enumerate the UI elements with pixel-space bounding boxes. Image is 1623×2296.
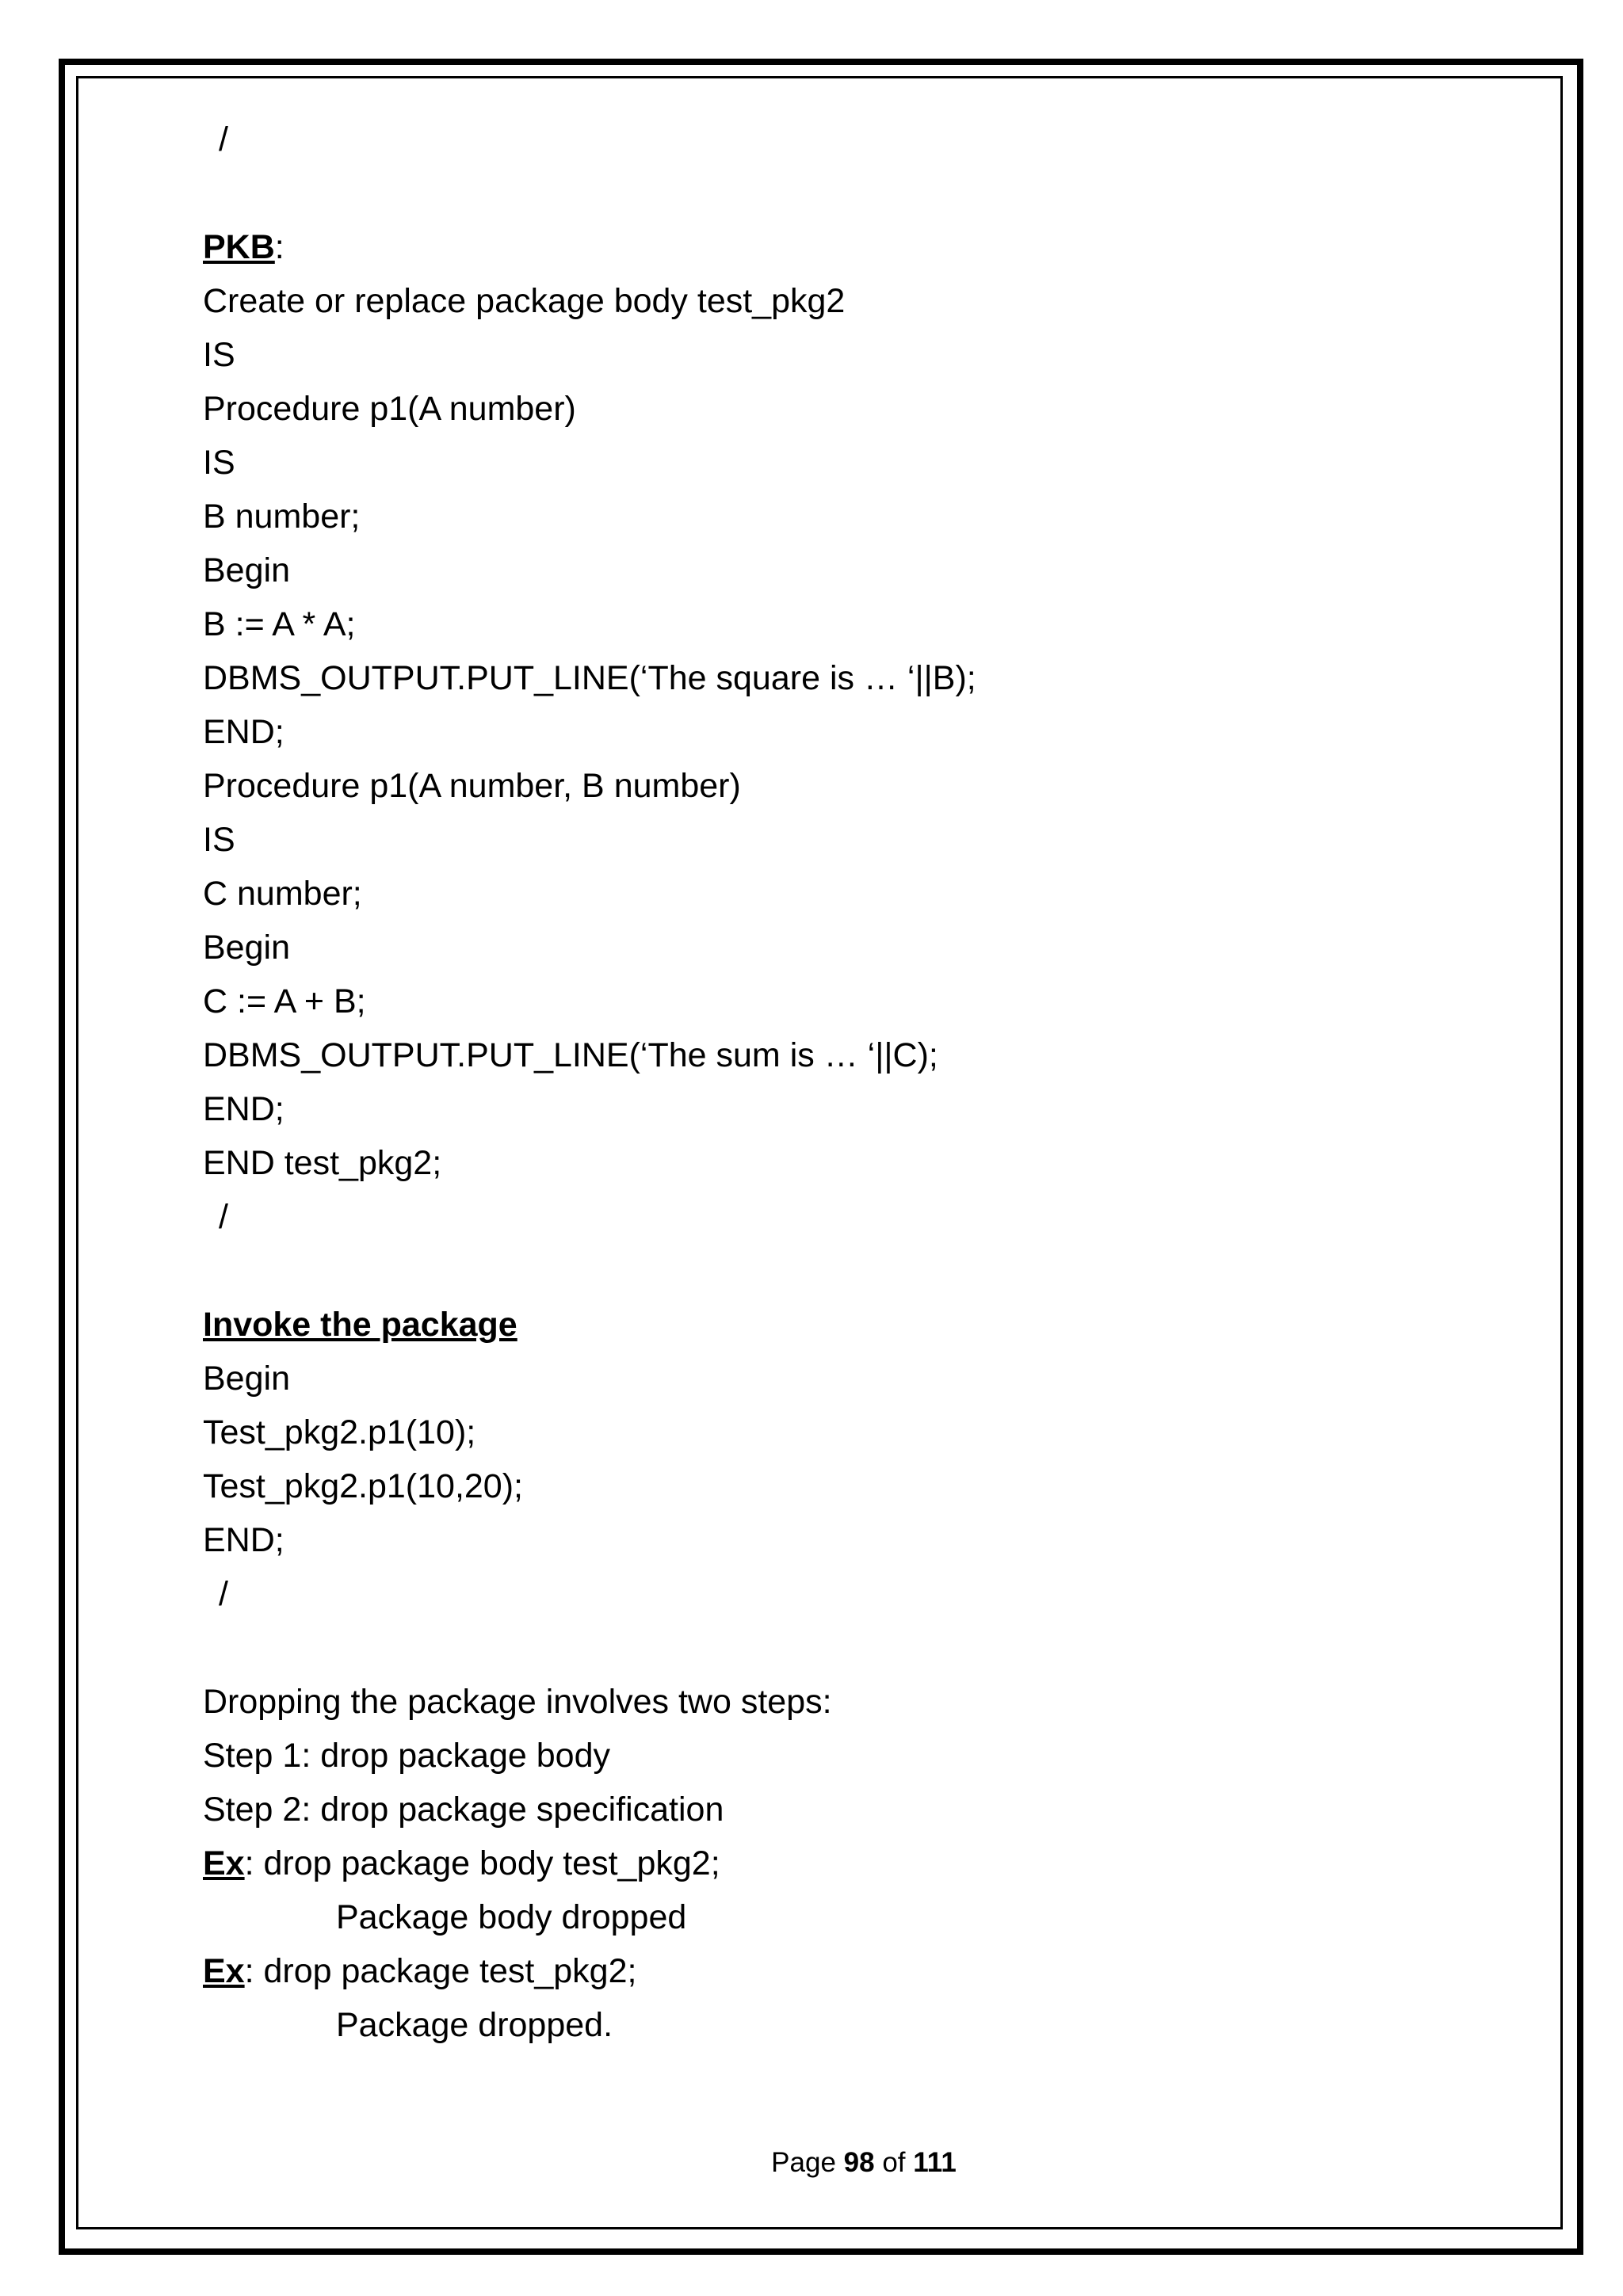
text-line: Step 1: drop package body: [203, 1737, 610, 1775]
example-line: [203, 1951, 636, 1992]
page-total: 111: [913, 2147, 957, 2178]
code-line: B := A * A;: [203, 605, 356, 643]
page-word: Page: [771, 2147, 836, 2178]
code-line: Begin: [203, 929, 290, 967]
page-number: 98: [843, 2147, 875, 2178]
example-line: [203, 1843, 720, 1884]
code-line: /: [219, 120, 228, 158]
code-line: DBMS_OUTPUT.PUT_LINE(‘The square is … ‘||B);: [203, 659, 976, 697]
code-line: Create or replace package body test_pkg2: [203, 282, 846, 320]
text-line: Dropping the package involves two steps:: [203, 1683, 832, 1721]
code-line: Test_pkg2.p1(10);: [203, 1413, 476, 1451]
code-line: IS: [203, 444, 235, 482]
section-heading-pkb: [203, 227, 285, 268]
code-line: END;: [203, 713, 285, 751]
code-line: Test_pkg2.p1(10,20);: [203, 1467, 523, 1505]
pkb-label: PKB: [203, 228, 275, 266]
text-line: Step 2: drop package specification: [203, 1791, 724, 1829]
code-line: END;: [203, 1521, 285, 1559]
code-line: DBMS_OUTPUT.PUT_LINE(‘The sum is … ‘||C);: [203, 1036, 938, 1074]
page-footer: [0, 2145, 1623, 2180]
example-result: Package body dropped: [336, 1898, 687, 1936]
example-label: Ex: [203, 1844, 245, 1882]
example-text: : drop package body test_pkg2;: [244, 1844, 720, 1882]
example-label: Ex: [203, 1952, 245, 1990]
code-line: /: [219, 1198, 228, 1236]
code-line: Procedure p1(A number, B number): [203, 767, 741, 805]
example-text: : drop package test_pkg2;: [244, 1952, 637, 1990]
code-line: /: [219, 1575, 228, 1613]
section-heading-invoke: [203, 1304, 517, 1345]
code-line: END test_pkg2;: [203, 1144, 442, 1182]
code-line: Procedure p1(A number): [203, 390, 576, 428]
code-line: IS: [203, 821, 235, 859]
example-result: Package dropped.: [336, 2006, 613, 2044]
code-line: B number;: [203, 498, 361, 536]
code-line: Begin: [203, 1360, 290, 1398]
of-word: of: [882, 2147, 906, 2178]
code-line: Begin: [203, 551, 290, 589]
code-line: END;: [203, 1090, 285, 1128]
code-line: C number;: [203, 875, 362, 913]
invoke-heading-text: Invoke the package: [203, 1306, 517, 1344]
code-line: IS: [203, 336, 235, 374]
pkb-colon: :: [274, 228, 285, 266]
code-line: C := A + B;: [203, 982, 366, 1020]
